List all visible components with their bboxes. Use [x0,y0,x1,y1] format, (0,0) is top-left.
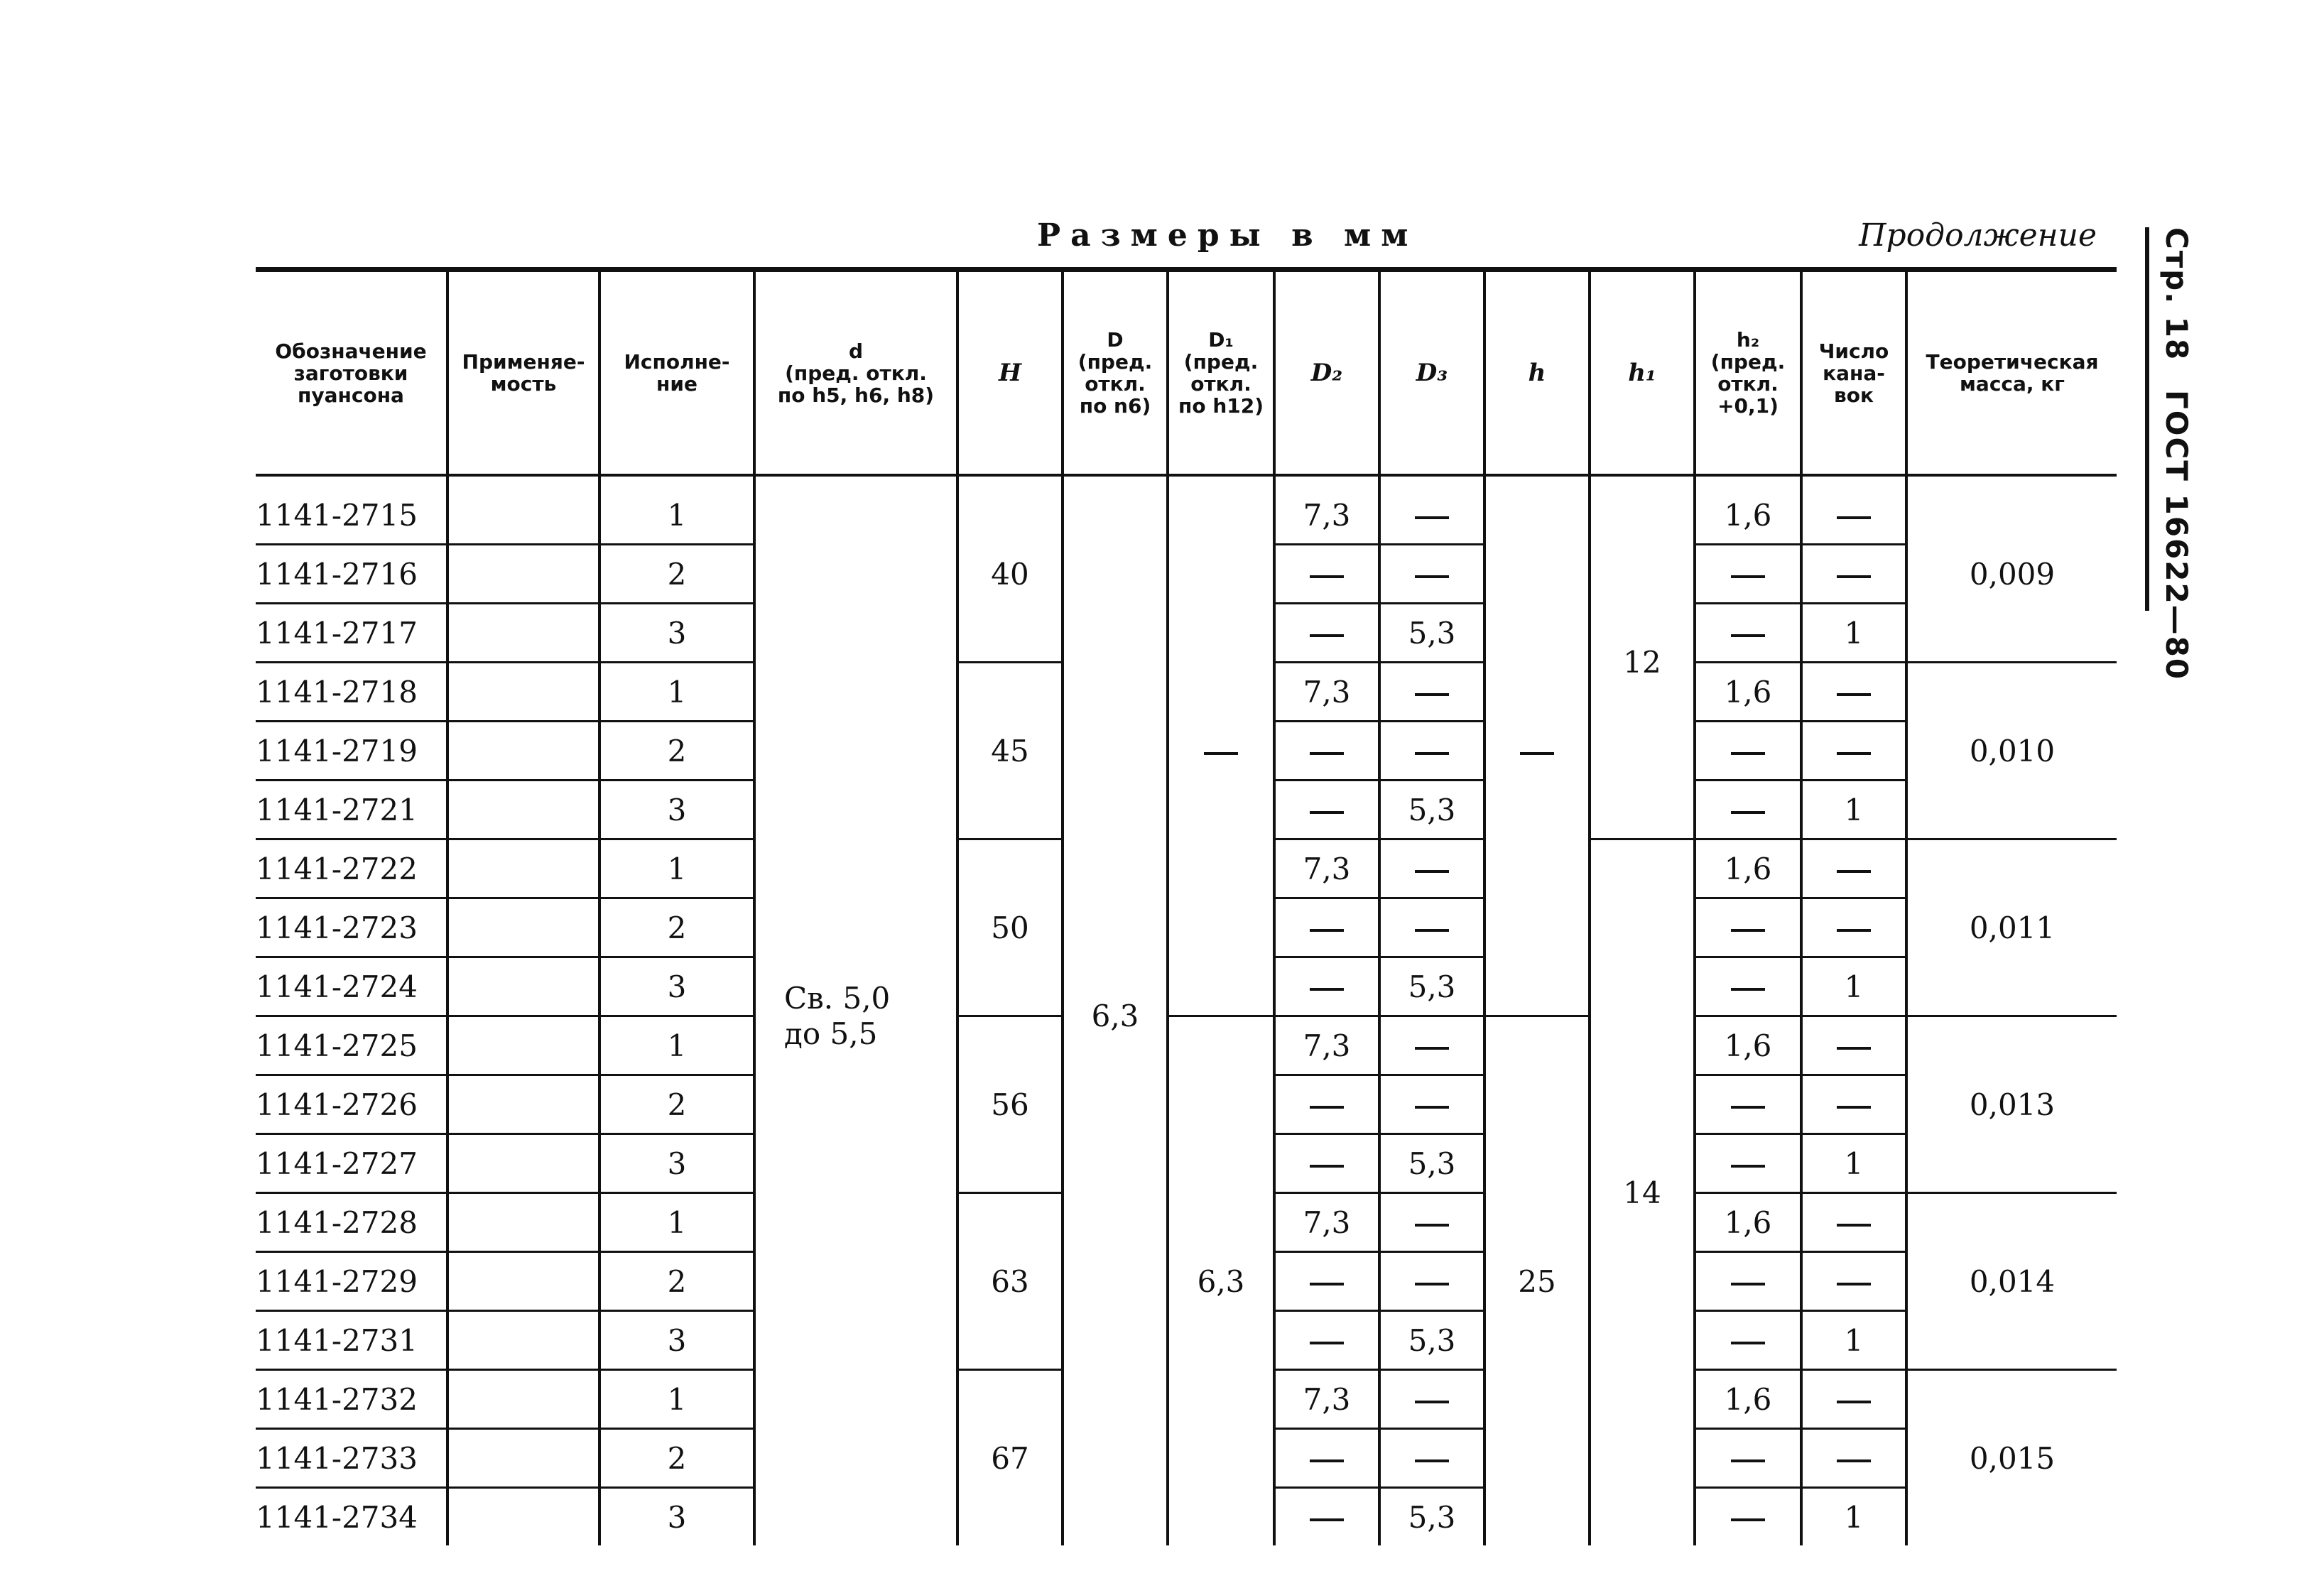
D2-cell [1274,545,1379,604]
dash-mark [1415,1047,1449,1050]
dash-mark [1731,1459,1765,1462]
applicability-cell [447,1134,599,1193]
column-header-d: d (пред. откл. по h5, h6, h8) [754,270,957,476]
column-header-h: H [957,270,1063,476]
D3-cell: 5,3 [1379,1134,1484,1193]
dash-mark [1837,870,1871,873]
D3-cell [1379,898,1484,957]
D3-cell: 5,3 [1379,957,1484,1016]
designation-cell: 1141-2718 [256,663,447,722]
grooves-cell: 1 [1801,1311,1906,1370]
dash-mark [1310,988,1344,991]
version-cell: 1 [599,1193,754,1252]
h2-cell [1695,781,1801,839]
h2-cell [1695,1488,1801,1546]
designation-cell: 1141-2723 [256,898,447,957]
designation-cell: 1141-2733 [256,1429,447,1488]
D2-cell [1274,1075,1379,1134]
D2-cell [1274,1134,1379,1193]
dash-mark [1837,929,1871,932]
version-cell: 2 [599,545,754,604]
column-header-mass: Теоретическая масса, кг [1906,270,2117,476]
h2-cell [1695,1311,1801,1370]
mass-cell: 0,014 [1906,1193,2117,1370]
grooves-cell: 1 [1801,957,1906,1016]
grooves-cell [1801,722,1906,781]
designation-cell: 1141-2731 [256,1311,447,1370]
h2-cell [1695,1252,1801,1311]
dash-mark [1415,1401,1449,1403]
column-header-h: h [1484,270,1590,476]
version-cell: 1 [599,1016,754,1075]
spacer-cell [1801,475,1906,486]
h2-cell: 1,6 [1695,1193,1801,1252]
dash-mark [1731,1106,1765,1109]
grooves-cell [1801,1075,1906,1134]
D2-cell [1274,898,1379,957]
designation-cell: 1141-2717 [256,604,447,663]
version-cell: 3 [599,1311,754,1370]
spacer-cell [1695,475,1801,486]
dash-mark [1731,752,1765,755]
column-header-version: Исполне- ние [599,270,754,476]
applicability-cell [447,1016,599,1075]
D2-cell: 7,3 [1274,1193,1379,1252]
grooves-cell: 1 [1801,1134,1906,1193]
designation-cell: 1141-2729 [256,1252,447,1311]
spacer-cell [447,475,599,486]
version-cell: 3 [599,1488,754,1546]
spacer-cell [1063,475,1168,486]
version-cell: 2 [599,1252,754,1311]
dash-mark [1837,1283,1871,1285]
mass-cell: 0,011 [1906,839,2117,1016]
dash-mark [1731,1342,1765,1344]
dash-mark [1731,575,1765,578]
designation-cell: 1141-2719 [256,722,447,781]
h2-cell [1695,545,1801,604]
grooves-cell: 1 [1801,781,1906,839]
grooves-cell [1801,1429,1906,1488]
table-caption: Размеры в мм [1037,217,1418,254]
h2-cell [1695,957,1801,1016]
designation-cell: 1141-2734 [256,1499,418,1535]
D3-cell [1379,1075,1484,1134]
D2-cell [1274,957,1379,1016]
D2-cell [1274,1429,1379,1488]
grooves-cell [1801,486,1906,545]
dash-mark [1837,693,1871,696]
applicability-cell [447,1075,599,1134]
dash-mark [1310,1459,1344,1462]
designation-cell: 1141-2727 [256,1134,447,1193]
applicability-cell [447,663,599,722]
version-cell: 3 [599,604,754,663]
D3-cell [1379,722,1484,781]
version-cell: 3 [599,1134,754,1193]
designation-cell: 1141-2726 [256,1075,447,1134]
applicability-cell [447,1488,599,1546]
designation-cell: 1141-2725 [256,1016,447,1075]
h1-cell-top: 12 [1590,486,1695,839]
D2-cell: 7,3 [1274,1016,1379,1075]
D3-cell [1379,1193,1484,1252]
table-body [256,475,2117,1545]
height-cell: 45 [957,663,1063,839]
spacer-row [256,475,2117,486]
h1-cell-bottom: 14 [1590,839,1695,1546]
version-cell: 3 [599,957,754,1016]
h2-cell: 1,6 [1695,663,1801,722]
applicability-cell [447,604,599,663]
continuation-label: Продолжение [1859,217,2097,254]
dash-mark [1837,1047,1871,1050]
D2-cell: 7,3 [1274,839,1379,898]
dash-mark [1204,752,1238,755]
dash-mark [1310,811,1344,814]
dash-mark [1837,1401,1871,1403]
dash-mark [1415,1459,1449,1462]
designation-cell: 1141-2728 [256,1193,447,1252]
h2-cell [1695,898,1801,957]
D2-cell: 7,3 [1274,486,1379,545]
h2-cell: 1,6 [1695,1370,1801,1429]
dash-mark [1731,988,1765,991]
spacer-cell [1379,475,1484,486]
column-header-d2: D₂ [1274,270,1379,476]
h2-cell [1695,1134,1801,1193]
spacer-cell [1168,475,1274,486]
applicability-cell [447,486,599,545]
dash-mark [1310,575,1344,578]
grooves-cell [1801,545,1906,604]
D3-cell: 5,3 [1379,1488,1484,1546]
column-header-d3: D₃ [1379,270,1484,476]
applicability-cell [447,957,599,1016]
dash-mark [1415,870,1449,873]
D2-cell [1274,604,1379,663]
version-cell: 3 [599,781,754,839]
h2-cell [1695,722,1801,781]
dash-mark [1415,929,1449,932]
table-row [256,486,2117,545]
D2-cell [1274,1311,1379,1370]
grooves-cell: 1 [1801,604,1906,663]
applicability-cell [447,1370,599,1429]
dash-mark [1731,1165,1765,1168]
spacer-cell [256,475,447,486]
dash-mark [1415,516,1449,519]
h2-cell [1695,604,1801,663]
D1-cell-top [1168,486,1274,1016]
dash-mark [1837,516,1871,519]
dash-mark [1415,1106,1449,1109]
column-header-designation: Обозначение заготовки пуансона [256,270,447,476]
spacer-cell [1590,475,1695,486]
h2-cell: 1,6 [1695,1016,1801,1075]
dash-mark [1837,1224,1871,1227]
version-cell: 1 [599,486,754,545]
dash-mark [1837,1459,1871,1462]
grooves-cell [1801,1016,1906,1075]
dash-mark [1310,1106,1344,1109]
D2-cell [1274,722,1379,781]
spacer-cell [1484,475,1590,486]
D3-cell: 5,3 [1379,781,1484,839]
applicability-cell [447,781,599,839]
height-cell: 63 [957,1193,1063,1370]
D3-cell [1379,486,1484,545]
applicability-cell [447,722,599,781]
mass-cell: 0,010 [1906,663,2117,839]
dash-mark [1310,929,1344,932]
spacer-cell [957,475,1063,486]
dash-mark [1731,811,1765,814]
designation-cell: 1141-2722 [256,839,447,898]
height-cell: 40 [957,486,1063,663]
d-range-line: Св. 5,0 [784,980,891,1016]
dash-mark [1310,634,1344,637]
version-cell: 1 [599,1370,754,1429]
D3-cell [1379,1370,1484,1429]
applicability-cell [447,1429,599,1488]
h2-cell [1695,1075,1801,1134]
dash-mark [1837,575,1871,578]
mass-cell: 0,013 [1906,1016,2117,1193]
D2-cell [1274,1488,1379,1546]
designation-cell: 1141-2732 [256,1370,447,1429]
grooves-cell [1801,898,1906,957]
mass-cell: 0,015 [1906,1370,2117,1546]
D2-cell [1274,1252,1379,1311]
dash-mark [1310,1283,1344,1285]
dash-mark [1837,1106,1871,1109]
h2-cell [1695,1429,1801,1488]
applicability-cell [447,1311,599,1370]
dash-mark [1310,1342,1344,1344]
grooves-cell [1801,839,1906,898]
D2-cell: 7,3 [1274,1370,1379,1429]
height-cell: 67 [957,1370,1063,1546]
table-row [256,1016,2117,1075]
D3-cell [1379,839,1484,898]
D3-cell [1379,663,1484,722]
version-cell: 2 [599,1429,754,1488]
version-cell: 2 [599,722,754,781]
D2-cell [1274,781,1379,839]
dash-mark [1310,1518,1344,1521]
version-cell: 2 [599,898,754,957]
D1-cell-bottom: 6,3 [1168,1016,1274,1546]
version-cell: 1 [599,663,754,722]
d-range-cell [754,486,957,1545]
grooves-cell [1801,1252,1906,1311]
mass-cell: 0,009 [1906,486,2117,663]
dash-mark [1837,752,1871,755]
h2-cell: 1,6 [1695,486,1801,545]
D3-cell [1379,1252,1484,1311]
dash-mark [1731,1283,1765,1285]
applicability-cell [447,1252,599,1311]
column-header-d: D (пред. откл. по n6) [1063,270,1168,476]
dash-mark [1731,1518,1765,1521]
spacer-cell [599,475,754,486]
D3-cell: 5,3 [1379,604,1484,663]
D3-cell [1379,1429,1484,1488]
column-header-applicability: Применяе- мость [447,270,599,476]
height-cell: 56 [957,1016,1063,1193]
table-header-row [256,270,2117,476]
applicability-cell [447,898,599,957]
dash-mark [1415,575,1449,578]
dash-mark [1520,752,1554,755]
version-cell: 2 [599,1075,754,1134]
column-header-h1: h₁ [1590,270,1695,476]
h-cell-top [1484,486,1590,1016]
D-cell: 6,3 [1063,486,1168,1545]
grooves-cell: 1 [1801,1488,1906,1546]
grooves-cell [1801,1370,1906,1429]
dimensions-table [256,267,2117,1545]
D3-cell [1379,1016,1484,1075]
D2-cell: 7,3 [1274,663,1379,722]
h-cell-bottom: 25 [1484,1016,1590,1546]
h2-cell: 1,6 [1695,839,1801,898]
D3-cell: 5,3 [1379,1311,1484,1370]
column-header-h2: h₂ (пред. откл. +0,1) [1695,270,1801,476]
column-header-d1: D₁ (пред. откл. по h12) [1168,270,1274,476]
applicability-cell [447,545,599,604]
dash-mark [1731,634,1765,637]
designation-cell: 1141-2724 [256,957,447,1016]
dash-mark [1731,929,1765,932]
dash-mark [1415,1224,1449,1227]
dash-mark [1415,1283,1449,1285]
D3-cell [1379,545,1484,604]
dash-mark [1415,752,1449,755]
spacer-cell [754,475,957,486]
spacer-cell [1274,475,1379,486]
grooves-cell [1801,663,1906,722]
side-page-number: Стр. 18 [2159,227,2194,362]
dash-mark [1310,1165,1344,1168]
applicability-cell [447,839,599,898]
grooves-cell [1801,1193,1906,1252]
designation-cell: 1141-2721 [256,781,447,839]
applicability-cell [447,1193,599,1252]
designation-cell: 1141-2715 [256,486,447,545]
side-page-reference [2159,227,2194,697]
d-range-line: до 5,5 [784,1016,878,1051]
spacer-cell [1906,475,2117,486]
side-standard: ГОСТ 16622—80 [2159,389,2194,681]
version-cell: 1 [599,839,754,898]
column-header-grooves: Число кана- вок [1801,270,1906,476]
dash-mark [1415,693,1449,696]
height-cell: 50 [957,839,1063,1016]
designation-cell: 1141-2716 [256,545,447,604]
dash-mark [1310,752,1344,755]
